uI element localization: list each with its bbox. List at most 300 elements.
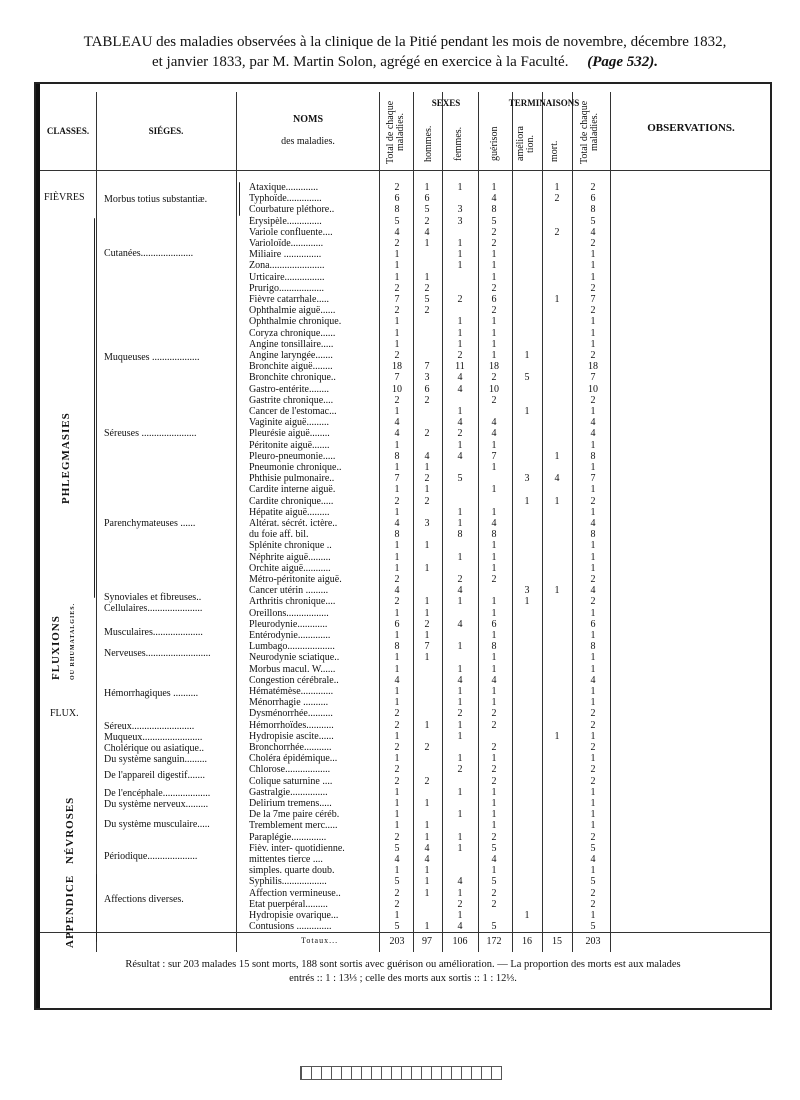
totals-guerison: 172 (486, 936, 502, 947)
disease-name: Bronchite chronique.. (249, 372, 336, 384)
cell-guerison: 6 (491, 294, 497, 305)
totals-label: Totaux... (301, 936, 339, 945)
cell-guerison: 4 (491, 193, 497, 205)
cell-total-right: 7 (590, 294, 596, 305)
cell-femmes: 1 (457, 506, 463, 518)
cell-total-right: 1 (590, 663, 596, 675)
page-reference: (Page 532). (587, 54, 659, 70)
siege-sereuses: Séreuses ...................... (104, 428, 197, 439)
cell-femmes: 1 (457, 786, 463, 798)
cell-total-right: 5 (590, 876, 596, 888)
cell-femmes: 2 (457, 764, 463, 776)
totals-total-right: 203 (585, 936, 601, 947)
cell-hommes: 1 (424, 596, 430, 608)
cell-total-right: 8 (590, 450, 596, 462)
cell-femmes: 1 (457, 842, 463, 854)
disease-name: Angine tonsillaire..... (249, 338, 334, 350)
cell-guerison: 1 (491, 182, 497, 193)
cell-total: 1 (394, 506, 400, 518)
siege-periodique: Périodique.................... (104, 851, 198, 862)
disease-name: Cancer utérin ......... (249, 585, 329, 597)
cell-total: 7 (394, 473, 400, 485)
cell-femmes: 4 (457, 585, 463, 597)
cell-total-right: 4 (590, 226, 596, 238)
cell-mort: 1 (554, 294, 560, 305)
disease-name: Dysménorrhée.......... (249, 708, 333, 720)
cell-femmes: 1 (457, 596, 463, 608)
cell-total: 1 (394, 439, 400, 451)
siege-diverses: Affections diverses. (104, 894, 184, 905)
disease-table (34, 82, 772, 1010)
cell-femmes: 3 (457, 204, 463, 216)
disease-name: Pleurésie aiguë........ (249, 428, 330, 440)
cell-total-right: 7 (590, 473, 596, 485)
cell-femmes: 1 (457, 518, 463, 529)
cell-total: 1 (394, 484, 400, 496)
disease-name: Syphilis.................. (249, 876, 327, 888)
cell-total: 1 (394, 809, 400, 821)
cell-guerison: 2 (491, 708, 497, 720)
cell-femmes: 1 (457, 238, 463, 249)
header-total-right: Total de chaque maladies. (579, 100, 600, 164)
cell-femmes: 4 (457, 417, 463, 429)
cell-mort: 2 (554, 193, 560, 205)
cell-total-right: 6 (590, 618, 596, 630)
cell-guerison: 2 (491, 394, 497, 406)
cell-total-right: 5 (590, 215, 596, 227)
cell-total: 5 (394, 876, 400, 888)
cell-guerison: 8 (491, 204, 497, 216)
disease-name: Chlorose.................. (249, 764, 331, 776)
cell-guerison: 2 (491, 898, 497, 910)
cell-total-right: 1 (590, 540, 596, 552)
cell-hommes: 1 (424, 887, 430, 899)
disease-name: Pleuro-pneumonie..... (249, 450, 336, 462)
cell-femmes: 1 (457, 753, 463, 765)
cell-total: 4 (394, 854, 400, 865)
class-phlegmasies: PHLEGMASIES (60, 412, 72, 504)
cell-total: 1 (394, 551, 400, 563)
cell-guerison: 4 (491, 428, 497, 440)
cell-total: 1 (394, 540, 400, 552)
cell-amelioration: 1 (524, 406, 530, 417)
siege-morbus: Morbus totius substantiæ. (104, 194, 208, 205)
cell-hommes: 2 (424, 473, 430, 485)
disease-name: Altérat. sécrét. ictère.. (249, 518, 338, 529)
cell-hommes: 2 (424, 775, 430, 787)
cell-total-right: 1 (590, 316, 596, 328)
cell-hommes: 4 (424, 450, 430, 462)
cell-guerison: 2 (491, 764, 497, 776)
cell-hommes: 5 (424, 294, 430, 305)
cell-guerison: 7 (491, 450, 497, 462)
cell-guerison: 1 (491, 865, 497, 877)
cell-amelioration: 1 (524, 596, 530, 608)
cell-femmes: 1 (457, 182, 463, 193)
cell-total: 1 (394, 406, 400, 417)
disease-name: Ménorrhagie .......... (249, 697, 329, 709)
cell-total: 2 (394, 719, 400, 731)
cell-total-right: 1 (590, 630, 596, 641)
siege-cutanees: Cutanées..................... (104, 248, 194, 259)
siege-cellulaires: Cellulaires...................... (104, 603, 203, 614)
cell-total-right: 5 (590, 842, 596, 854)
col-sep-mort (572, 92, 573, 952)
cell-amelioration: 5 (524, 372, 530, 384)
cell-total: 1 (394, 630, 400, 641)
cell-guerison: 1 (491, 786, 497, 798)
cell-guerison: 1 (491, 607, 497, 619)
cell-total: 8 (394, 641, 400, 653)
cell-femmes: 4 (457, 876, 463, 888)
scale-ruler (300, 1066, 502, 1080)
cell-total: 1 (394, 910, 400, 921)
cell-femmes: 1 (457, 406, 463, 417)
cell-guerison: 1 (491, 596, 497, 608)
disease-name: du foie aff. bil. (249, 529, 309, 541)
cell-femmes: 11 (455, 361, 465, 373)
cell-guerison: 1 (491, 798, 497, 809)
cell-total-right: 1 (590, 910, 596, 921)
cell-hommes: 1 (424, 238, 430, 249)
cell-total: 2 (394, 305, 400, 317)
cell-femmes: 8 (457, 529, 463, 541)
cell-total: 2 (394, 887, 400, 899)
cell-femmes: 4 (457, 450, 463, 462)
cell-total-right: 4 (590, 518, 596, 529)
cell-total-right: 18 (588, 361, 598, 373)
cell-hommes: 1 (424, 921, 430, 933)
cell-guerison: 1 (491, 271, 497, 283)
header-rule (40, 170, 770, 171)
cell-total-right: 4 (590, 854, 596, 865)
cell-hommes: 1 (424, 831, 430, 843)
cell-guerison: 1 (491, 316, 497, 328)
cell-hommes: 1 (424, 798, 430, 809)
cell-total: 2 (394, 350, 400, 361)
cell-mort: 1 (554, 450, 560, 462)
class-fluxions: FLUXIONS (50, 615, 62, 680)
cell-amelioration: 3 (524, 473, 530, 485)
cell-total-right: 1 (590, 462, 596, 473)
cell-hommes: 2 (424, 305, 430, 317)
disease-name: Vaginite aiguë......... (249, 417, 329, 429)
cell-total: 1 (394, 327, 400, 339)
disease-name: Zona...................... (249, 260, 325, 272)
cell-total: 1 (394, 730, 400, 742)
cell-total: 2 (394, 495, 400, 507)
cell-hommes: 2 (424, 215, 430, 227)
cell-total-right: 4 (590, 428, 596, 440)
cell-hommes: 1 (424, 484, 430, 496)
siege-digestif: De l'appareil digestif....... (104, 770, 205, 781)
cell-femmes: 3 (457, 215, 463, 227)
cell-total-right: 1 (590, 439, 596, 451)
cell-guerison: 8 (491, 529, 497, 541)
disease-name: Angine laryngée....... (249, 350, 333, 361)
cell-guerison: 2 (491, 719, 497, 731)
disease-name: Cardite chronique..... (249, 495, 334, 507)
header-sieges: SIÉGES. (148, 126, 184, 136)
cell-total-right: 10 (588, 383, 598, 395)
disease-name: Pleurodynie............ (249, 618, 328, 630)
disease-name: Miliaire ............... (249, 249, 322, 261)
page-title (40, 32, 770, 72)
disease-name: Hématémèse............. (249, 686, 334, 697)
cell-total-right: 2 (590, 238, 596, 249)
disease-name: Coryza chronique...... (249, 327, 336, 339)
cell-total: 4 (394, 428, 400, 440)
siege-cholerique: Cholérique ou asiatique.. (104, 743, 204, 754)
cell-total-right: 2 (590, 764, 596, 776)
cell-total-right: 2 (590, 831, 596, 843)
header-femmes: femmes. (453, 126, 464, 162)
cell-femmes: 2 (457, 294, 463, 305)
cell-femmes: 1 (457, 641, 463, 653)
cell-guerison: 5 (491, 842, 497, 854)
disease-name: Fièvre catarrhale..... (249, 294, 329, 305)
cell-total-right: 4 (590, 674, 596, 686)
cell-femmes: 1 (457, 439, 463, 451)
brace-appendice (96, 874, 97, 942)
siege-nerveux: Du système nerveux......... (104, 799, 209, 810)
cell-total-right: 1 (590, 686, 596, 697)
disease-name: Cardite interne aiguë. (249, 484, 336, 496)
cell-femmes: 2 (457, 708, 463, 720)
cell-total-right: 1 (590, 551, 596, 563)
disease-name: Hydropisie ovarique... (249, 910, 339, 921)
cell-hommes: 1 (424, 865, 430, 877)
disease-name: Cancer de l'estomac... (249, 406, 337, 417)
cell-amelioration: 1 (524, 495, 530, 507)
cell-total-right: 1 (590, 697, 596, 709)
cell-femmes: 1 (457, 249, 463, 261)
cell-total: 1 (394, 753, 400, 765)
cell-guerison: 1 (491, 753, 497, 765)
cell-total-right: 2 (590, 182, 596, 193)
cell-femmes: 4 (457, 921, 463, 933)
cell-total-right: 1 (590, 484, 596, 496)
cell-total: 2 (394, 238, 400, 249)
disease-name: Gastrite chronique.... (249, 394, 334, 406)
disease-name: simples. quarte doub. (249, 865, 335, 877)
cell-guerison: 10 (489, 383, 499, 395)
cell-total: 2 (394, 574, 400, 585)
disease-name: Delirium tremens..... (249, 798, 332, 809)
header-terminaisons: TERMINAISONS (508, 98, 580, 108)
cell-hommes: 4 (424, 226, 430, 238)
cell-total: 2 (394, 775, 400, 787)
cell-hommes: 6 (424, 193, 430, 205)
disease-name: Colique saturnine .... (249, 775, 333, 787)
disease-name: Splénite chronique .. (249, 540, 332, 552)
class-fievres: FIÈVRES (44, 192, 85, 203)
disease-name: Choléra épidémique... (249, 753, 338, 765)
cell-guerison: 2 (491, 574, 497, 585)
cell-hommes: 5 (424, 204, 430, 216)
disease-name: Péritonite aiguë....... (249, 439, 330, 451)
cell-guerison: 1 (491, 686, 497, 697)
brace-phlegmasies (94, 218, 95, 598)
cell-total: 1 (394, 260, 400, 272)
cell-total: 8 (394, 450, 400, 462)
cell-guerison: 1 (491, 439, 497, 451)
table-left-border (36, 84, 40, 1008)
siege-sereux: Séreux......................... (104, 721, 195, 732)
cell-guerison: 5 (491, 215, 497, 227)
cell-total-right: 1 (590, 820, 596, 832)
cell-hommes: 2 (424, 282, 430, 294)
cell-femmes: 5 (457, 473, 463, 485)
cell-total-right: 1 (590, 809, 596, 821)
disease-name: Variole confluente.... (249, 226, 333, 238)
cell-hommes: 2 (424, 495, 430, 507)
cell-total: 10 (392, 383, 402, 395)
col-sep-hommes (442, 92, 443, 952)
cell-total-right: 1 (590, 260, 596, 272)
totals-femmes: 106 (452, 936, 468, 947)
cell-amelioration: 1 (524, 350, 530, 361)
disease-name: Congestion cérébrale.. (249, 674, 339, 686)
cell-total: 2 (394, 742, 400, 753)
cell-guerison: 4 (491, 854, 497, 865)
siege-parenchymateuses: Parenchymateuses ...... (104, 518, 196, 529)
disease-name: Bronchite aiguë........ (249, 361, 333, 373)
cell-femmes: 2 (457, 574, 463, 585)
cell-hommes: 4 (424, 842, 430, 854)
cell-hommes: 1 (424, 182, 430, 193)
cell-total-right: 2 (590, 350, 596, 361)
siege-encephale: De l'encéphale................... (104, 788, 211, 799)
cell-hommes: 1 (424, 630, 430, 641)
cell-guerison: 2 (491, 742, 497, 753)
cell-total: 6 (394, 618, 400, 630)
cell-total: 6 (394, 193, 400, 205)
cell-total: 1 (394, 865, 400, 877)
cell-mort: 1 (554, 182, 560, 193)
result-note (46, 958, 760, 986)
header-mort: mort. (549, 140, 560, 162)
cell-guerison: 1 (491, 350, 497, 361)
cell-total-right: 1 (590, 249, 596, 261)
siege-nerveuses: Nerveuses.......................... (104, 648, 211, 659)
cell-guerison: 1 (491, 327, 497, 339)
cell-total: 5 (394, 921, 400, 933)
cell-total: 5 (394, 215, 400, 227)
cell-hommes: 6 (424, 383, 430, 395)
totals-amelioration: 16 (522, 936, 532, 947)
cell-femmes: 1 (457, 697, 463, 709)
header-observations: OBSERVATIONS. (647, 122, 735, 134)
cell-guerison: 1 (491, 562, 497, 574)
cell-femmes: 1 (457, 260, 463, 272)
cell-total-right: 5 (590, 921, 596, 933)
cell-total-right: 1 (590, 607, 596, 619)
cell-femmes: 1 (457, 910, 463, 921)
header-sexes: SEXES (431, 98, 461, 108)
cell-total-right: 1 (590, 865, 596, 877)
cell-total: 2 (394, 764, 400, 776)
cell-guerison: 5 (491, 921, 497, 933)
cell-total: 1 (394, 697, 400, 709)
cell-guerison: 1 (491, 820, 497, 832)
disease-name: Bronchorrhée........... (249, 742, 332, 753)
cell-total-right: 4 (590, 417, 596, 429)
cell-total-right: 1 (590, 798, 596, 809)
cell-total: 8 (394, 529, 400, 541)
cell-total-right: 2 (590, 898, 596, 910)
cell-femmes: 4 (457, 383, 463, 395)
cell-total-right: 1 (590, 506, 596, 518)
disease-name: Orchite aiguë........... (249, 562, 331, 574)
cell-total: 1 (394, 271, 400, 283)
cell-amelioration: 3 (524, 585, 530, 597)
cell-total: 1 (394, 607, 400, 619)
col-sep-amelioration (542, 92, 543, 952)
col-sep-guerison (512, 92, 513, 952)
cell-total: 2 (394, 708, 400, 720)
disease-name: Urticaire................ (249, 271, 325, 283)
header-guerison: guérison (489, 126, 500, 162)
siege-muqueux: Muqueux........................ (104, 732, 203, 743)
cell-total-right: 1 (590, 327, 596, 339)
disease-name: Hydropisie ascite...... (249, 730, 334, 742)
cell-guerison: 1 (491, 540, 497, 552)
cell-guerison: 1 (491, 697, 497, 709)
cell-guerison: 1 (491, 484, 497, 496)
cell-total: 4 (394, 674, 400, 686)
cell-femmes: 2 (457, 350, 463, 361)
cell-guerison: 2 (491, 226, 497, 238)
cell-total-right: 1 (590, 730, 596, 742)
cell-total: 2 (394, 394, 400, 406)
header-amelioration: améliora tion. (515, 126, 536, 162)
title-line-1: TABLEAU des maladies observées à la clinique de la Pitié pendant les mois de novembre, décembre 1832, (83, 34, 727, 50)
class-flux: FLUX. (50, 708, 79, 719)
disease-name: Ataxique............. (249, 182, 319, 193)
cell-femmes: 1 (457, 809, 463, 821)
cell-guerison: 1 (491, 462, 497, 473)
cell-total: 4 (394, 585, 400, 597)
cell-total: 1 (394, 338, 400, 350)
cell-guerison: 2 (491, 775, 497, 787)
cell-hommes: 1 (424, 876, 430, 888)
cell-total: 1 (394, 316, 400, 328)
cell-guerison: 1 (491, 506, 497, 518)
cell-femmes: 1 (457, 719, 463, 731)
cell-total: 1 (394, 820, 400, 832)
cell-total: 7 (394, 294, 400, 305)
disease-name: Oreillons................. (249, 607, 329, 619)
cell-total-right: 8 (590, 204, 596, 216)
header-hommes: hommes. (423, 125, 434, 163)
cell-total: 1 (394, 462, 400, 473)
cell-total-right: 2 (590, 708, 596, 720)
cell-total-right: 1 (590, 338, 596, 350)
cell-guerison: 1 (491, 338, 497, 350)
result-line-2: entrés :: 1 : 13⅓ ; celle des morts aux sortis :: 1 : 12⅓. (289, 973, 517, 984)
cell-hommes: 1 (424, 540, 430, 552)
cell-guerison: 6 (491, 618, 497, 630)
header-total-left: Total de chaque maladies. (385, 100, 406, 164)
cell-total: 4 (394, 226, 400, 238)
cell-guerison: 4 (491, 518, 497, 529)
cell-amelioration: 1 (524, 910, 530, 921)
cell-total-right: 6 (590, 193, 596, 205)
cell-total-right: 4 (590, 585, 596, 597)
cell-total-right: 8 (590, 529, 596, 541)
header-classes: CLASSES. (46, 126, 90, 136)
